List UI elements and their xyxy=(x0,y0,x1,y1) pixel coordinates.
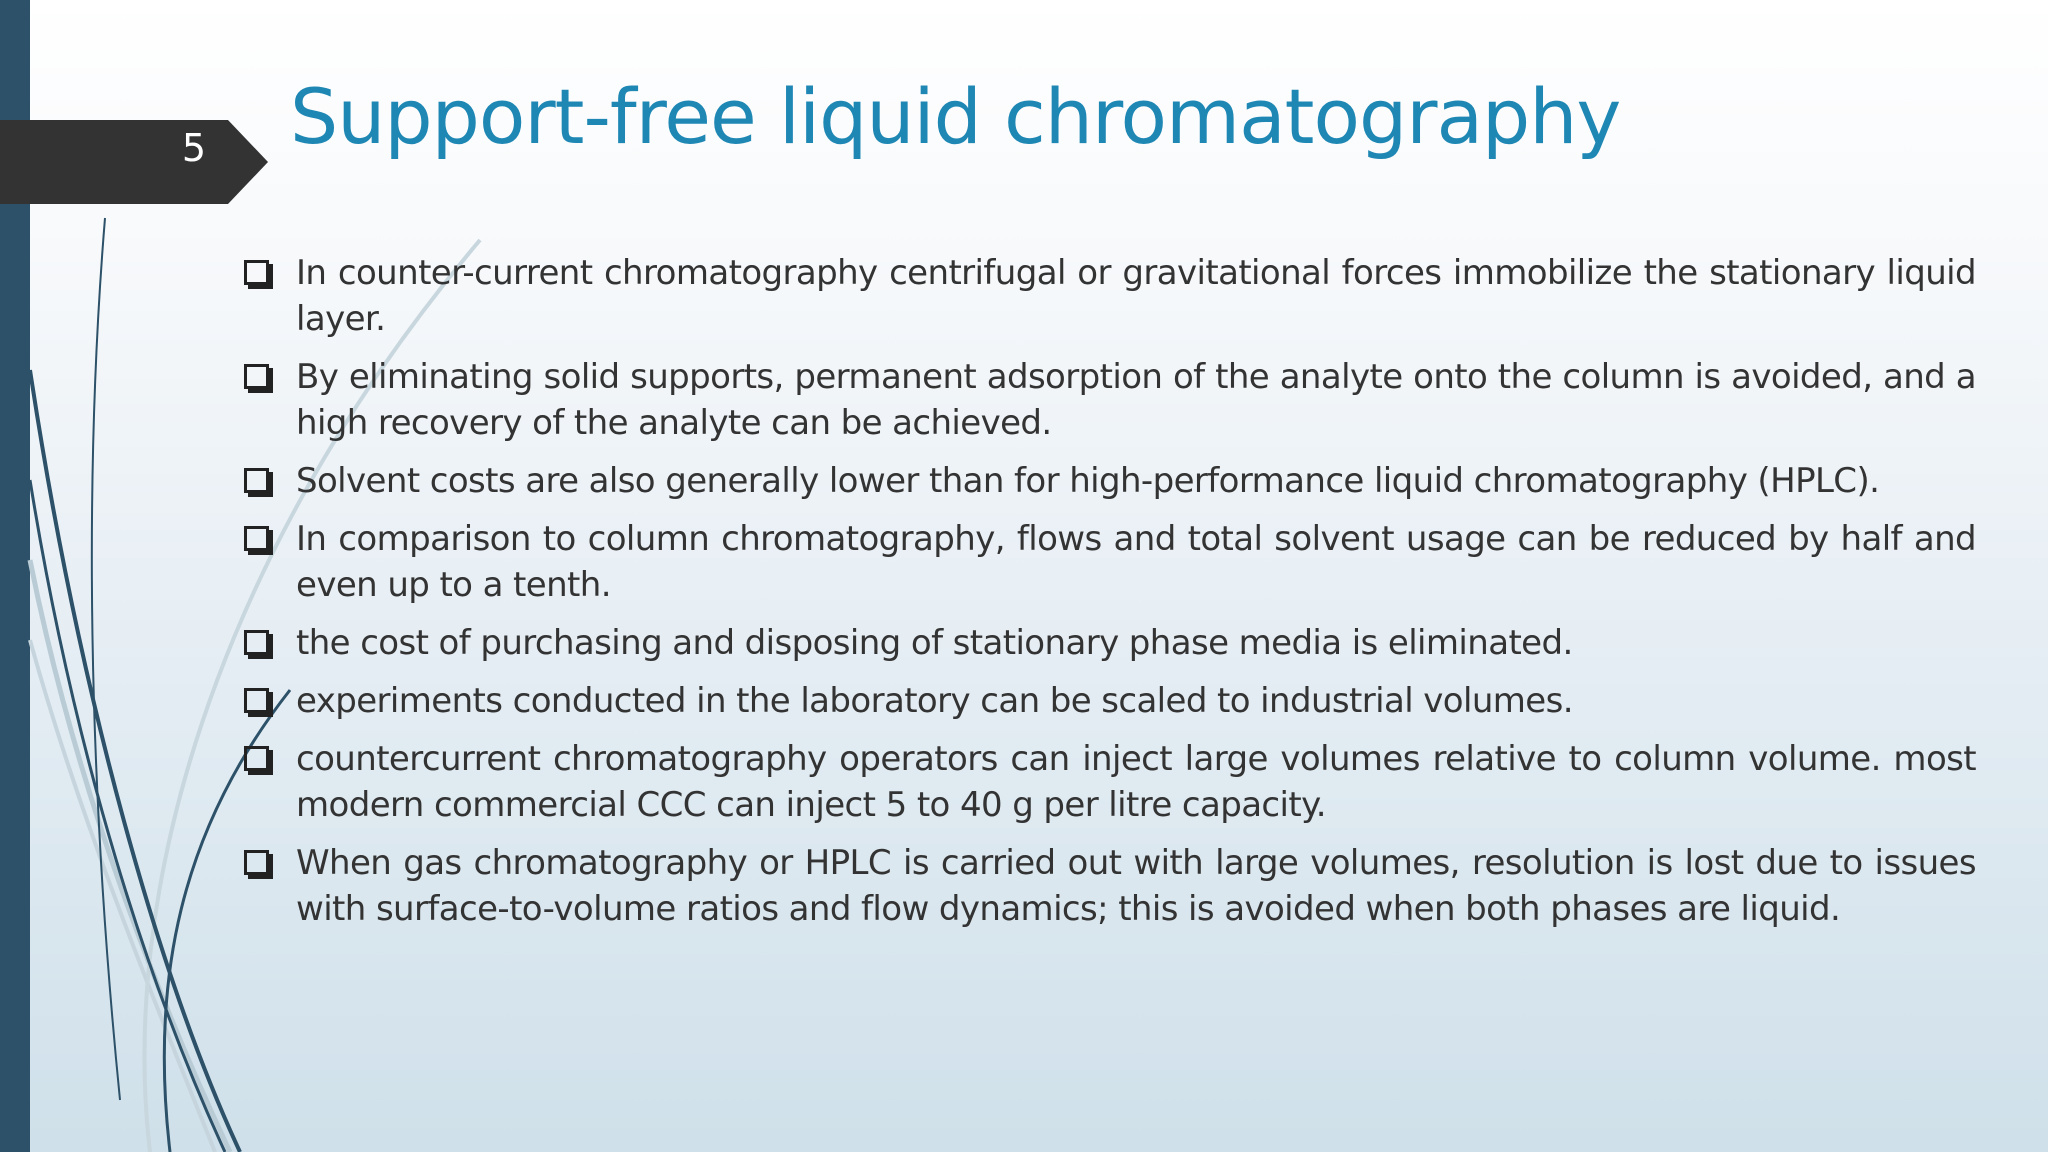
slide-number-tab xyxy=(0,120,268,204)
bullet-list xyxy=(240,250,1976,944)
curve-dark-1 xyxy=(30,370,240,1152)
bullet-text: When gas chromatography or HPLC is carried out with large volumes, resolution is lost due to issues with surface-to-volume ratios and flow dynamics; this is avoided when both phases are liquid. xyxy=(296,843,1976,929)
bullet-item xyxy=(240,458,1976,504)
bullet-item xyxy=(240,516,1976,608)
checkbox-square-icon xyxy=(244,364,269,389)
curve-dark-4 xyxy=(92,218,120,1100)
bullet-item xyxy=(240,736,1976,828)
bullet-text: In counter-current chromatography centrifugal or gravitational forces immobilize the stationary liquid layer. xyxy=(296,253,1976,339)
bullet-text: experiments conducted in the laboratory can be scaled to industrial volumes. xyxy=(296,681,1573,721)
bullet-item xyxy=(240,250,1976,342)
bullet-item xyxy=(240,620,1976,666)
checkbox-square-icon xyxy=(244,468,269,493)
checkbox-square-icon xyxy=(244,850,269,875)
slide-title: Support-free liquid chromatography xyxy=(290,72,1621,161)
bullet-text: countercurrent chromatography operators can inject large volumes relative to column volume. most modern commercial CCC can inject 5 to 40 g per litre capacity. xyxy=(296,739,1976,825)
checkbox-square-icon xyxy=(244,746,269,771)
checkbox-square-icon xyxy=(244,260,269,285)
bullet-item xyxy=(240,678,1976,724)
bullet-text: Solvent costs are also generally lower than for high-performance liquid chromatography (HPLC). xyxy=(296,461,1880,501)
bullet-text: the cost of purchasing and disposing of stationary phase media is eliminated. xyxy=(296,623,1573,663)
curve-light-2 xyxy=(30,640,215,1152)
checkbox-square-icon xyxy=(244,526,269,551)
bullet-item xyxy=(240,840,1976,932)
checkbox-square-icon xyxy=(244,630,269,655)
curve-dark-2 xyxy=(30,480,225,1152)
bullet-text: In comparison to column chromatography, flows and total solvent usage can be reduced by half and even up to a tenth. xyxy=(296,519,1976,605)
bullet-text: By eliminating solid supports, permanent adsorption of the analyte onto the column is avoided, and a high recovery of the analyte can be achieved. xyxy=(296,357,1976,443)
bullet-item xyxy=(240,354,1976,446)
slide-number: 5 xyxy=(181,126,207,170)
curve-light-1 xyxy=(30,560,230,1152)
checkbox-square-icon xyxy=(244,688,269,713)
